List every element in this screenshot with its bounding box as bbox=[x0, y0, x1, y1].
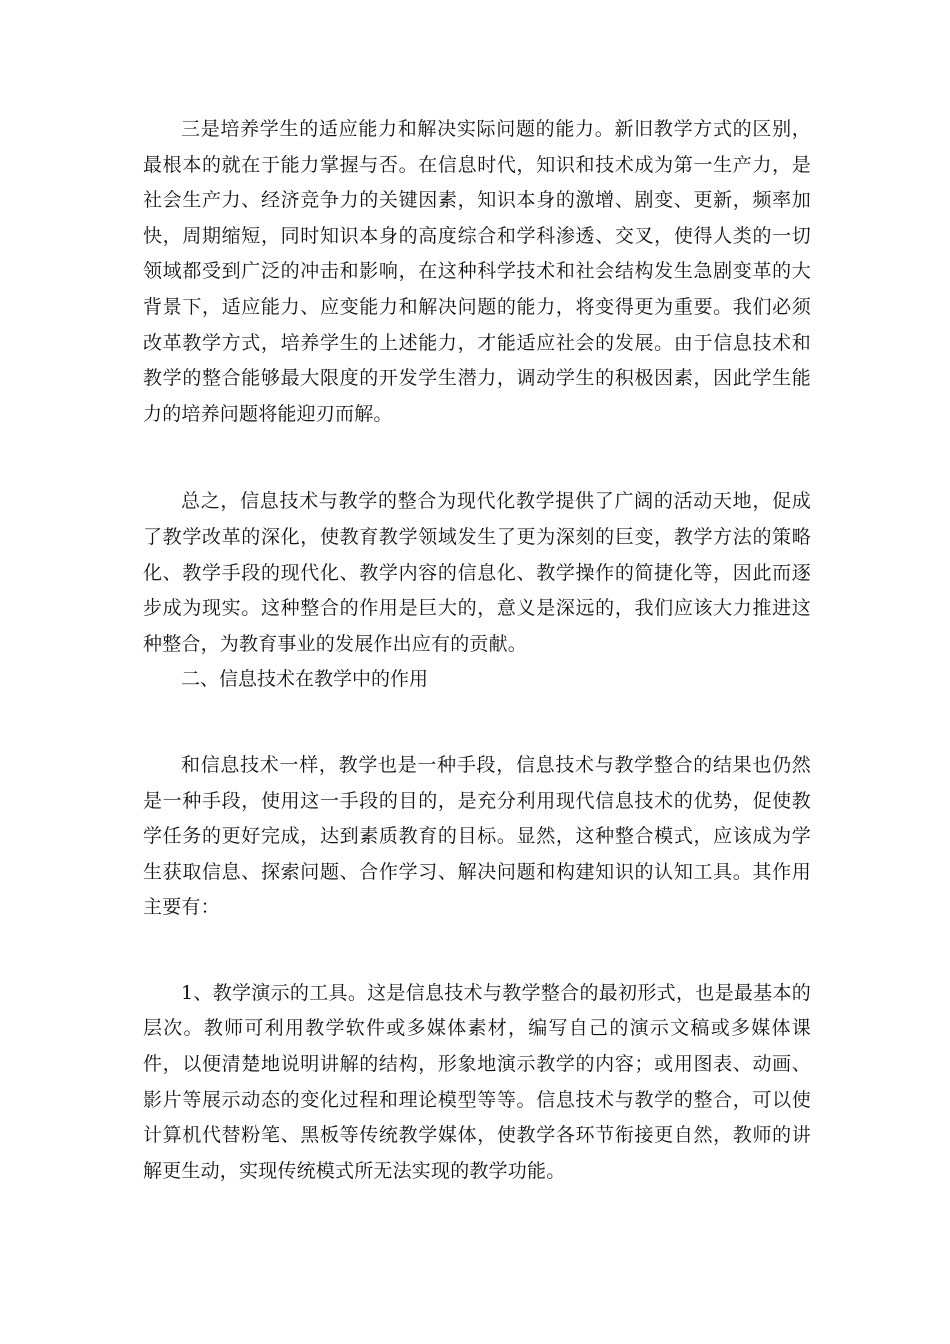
paragraph-spacer bbox=[143, 432, 811, 484]
paragraph-spacer bbox=[143, 926, 811, 976]
paragraph-adaptability: 三是培养学生的适应能力和解决实际问题的能力。新旧教学方式的区别，最根本的就在于能力掌握与否。在信息时代，知识和技术成为第一生产力，是社会生产力、经济竞争力的关键因素，知识本身的激增、剧变、更新，频率加快，周期缩短，同时知识本身的高度综合和学科渗透、交叉，使得人类的一切领域都受到广泛的冲击和影响，在这种科学技术和社会结构发生急剧变革的大背景下，适应能力、应变能力和解决问题的能力，将变得更为重要。我们必须改革教学方式，培养学生的上述能力，才能适应社会的发展。由于信息技术和教学的整合能够最大限度的开发学生潜力，调动学生的积极因素，因此学生能力的培养问题将能迎刃而解。 bbox=[143, 118, 811, 425]
paragraph-spacer bbox=[143, 698, 811, 748]
paragraph-conclusion: 总之，信息技术与教学的整合为现代化教学提供了广阔的活动天地，促成了教学改革的深化，使教育教学领域发生了更为深刻的巨变，教学方法的策略化、教学手段的现代化、教学内容的信息化、教学操作的简捷化等，因此而逐步成为现实。这种整合的作用是巨大的，意义是深远的，我们应该大力推进这种整合，为教育事业的发展作出应有的贡献。 bbox=[143, 490, 811, 655]
paragraph-demo-tool: 1、教学演示的工具。这是信息技术与教学整合的最初形式，也是最基本的层次。教师可利用教学软件或多媒体素材，编写自己的演示文稿或多媒体课件，以便清楚地说明讲解的结构，形象地演示教学的内容；或用图表、动画、影片等展示动态的变化过程和理论模型等等。信息技术与教学的整合，可以使计算机代替粉笔、黑板等传统教学媒体，使教学各环节衔接更自然，教师的讲解更生动，实现传统模式所无法实现的教学功能。 bbox=[143, 981, 811, 1182]
document-body bbox=[143, 112, 811, 1189]
paragraph-role-intro: 和信息技术一样，教学也是一种手段，信息技术与教学整合的结果也仍然是一种手段，使用这一手段的目的，是充分利用现代信息技术的优势，促使教学任务的更好完成，达到素质教育的目标。显然，这种整合模式，应该成为学生获取信息、探索问题、合作学习、解决问题和构建知识的认知工具。其作用主要有： bbox=[143, 753, 811, 919]
section-heading: 二、信息技术在教学中的作用 bbox=[181, 668, 429, 691]
